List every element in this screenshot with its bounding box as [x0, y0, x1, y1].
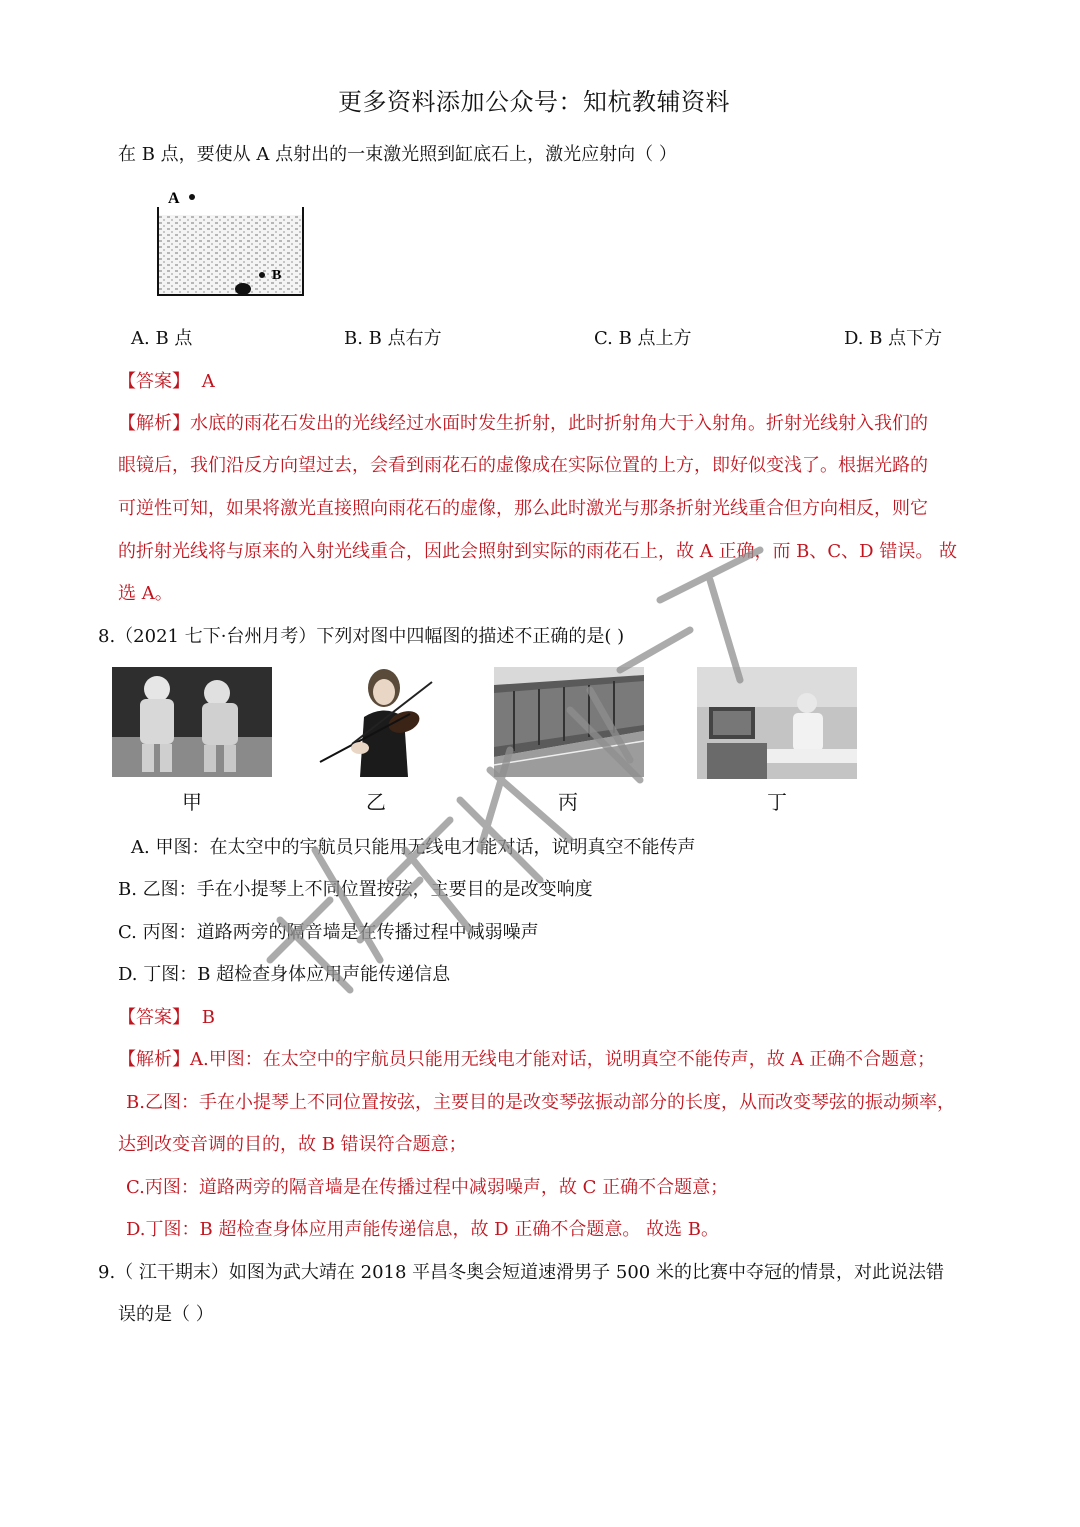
stone-icon: [235, 283, 251, 295]
point-a-label: A: [168, 190, 180, 207]
q8-option-a: A. 甲图：在太空中的宇航员只能用无线电才能对话，说明真空不能传声: [131, 837, 696, 858]
analysis-label: 【解析】: [118, 413, 190, 434]
caption-yi: 乙: [366, 790, 386, 814]
q8-analysis-line-4: C.丙图：道路两旁的隔音墙是在传播过程中减弱噪声，故 C 正确不合题意；: [126, 1177, 729, 1198]
q8-option-c: C. 丙图：道路两旁的隔音墙是在传播过程中减弱噪声: [118, 922, 539, 943]
q8-option-d: D. 丁图：B 超检查身体应用声能传递信息: [118, 964, 451, 985]
answer-label: 【答案】: [118, 1007, 190, 1028]
q7-stem: 在 B 点，要使从 A 点射出的一束激光照到缸底石上，激光应射向（ ）: [118, 144, 677, 165]
analysis-text: A.甲图：在太空中的宇航员只能用无线电才能对话，说明真空不能传声，故 A 正确不合题意；: [190, 1049, 936, 1070]
q7-analysis-line-5: 选 A。: [118, 583, 173, 604]
q7-option-c: C. B 点上方: [594, 328, 692, 349]
q7-option-b: B. B 点右方: [344, 328, 442, 349]
q8-analysis-line-5: D.丁图：B 超检查身体应用声能传递信息，故 D 正确不合题意。 故选 B。: [126, 1219, 720, 1240]
caption-bing: 丙: [558, 790, 578, 814]
q8-analysis-line-3: 达到改变音调的目的，故 B 错误符合题意；: [118, 1134, 467, 1155]
point-b-dot: [259, 272, 265, 278]
q7-option-a: A. B 点: [131, 328, 193, 349]
q7-answer: [118, 367, 215, 393]
answer-value: A: [201, 371, 215, 392]
noise-barrier-photo: [494, 667, 644, 777]
astronauts-photo: [112, 667, 272, 777]
q7-tank-figure: [150, 185, 310, 300]
point-b-label: B: [272, 268, 282, 283]
q8-analysis-line-2: B.乙图：手在小提琴上不同位置按弦，主要目的是改变琴弦振动部分的长度，从而改变琴弦的振动频率，: [126, 1092, 955, 1113]
q8-stem: 8.（2021 七下·台州月考）下列对图中四幅图的描述不正确的是( ): [98, 626, 625, 647]
q7-option-d: D. B 点下方: [844, 328, 943, 349]
caption-ding: 丁: [767, 790, 787, 814]
q9-stem-line-1: 9.（ 江干期末）如图为武大靖在 2018 平昌冬奥会短道速滑男子 500 米的比赛中夺冠的情景，对此说法错: [98, 1262, 944, 1283]
q7-analysis-line-4: 的折射光线将与原来的入射光线重合，因此会照射到实际的雨花石上，故 A 正确，而 B、C、D 错误。 故: [118, 541, 958, 562]
q8-analysis-line-1: [118, 1045, 978, 1071]
q8-answer: [118, 1003, 215, 1029]
answer-value: B: [201, 1007, 215, 1028]
analysis-label: 【解析】: [118, 1049, 190, 1070]
analysis-text: 水底的雨花石发出的光线经过水面时发生折射，此时折射角大于入射角。折射光线射入我们的: [190, 413, 928, 434]
q9-stem-line-2: 误的是（ ）: [118, 1304, 214, 1325]
caption-jia: 甲: [182, 790, 202, 814]
q7-analysis-line-3: 可逆性可知，如果将激光直接照向雨花石的虚像，那么此时激光与那条折射光线重合但方向相反，则它: [118, 498, 928, 519]
tank-diagram: [150, 185, 310, 300]
q8-option-b: B. 乙图：手在小提琴上不同位置按弦，主要目的是改变响度: [118, 879, 593, 900]
ultrasound-photo: [697, 667, 857, 779]
q7-analysis-line-1: [118, 409, 978, 435]
violin-photo: [312, 662, 442, 777]
answer-label: 【答案】: [118, 371, 190, 392]
page-header: 更多资料添加公众号：知杭教辅资料: [338, 88, 730, 116]
point-a-dot: [189, 194, 195, 200]
q7-analysis-line-2: 眼镜后，我们沿反方向望过去，会看到雨花石的虚像成在实际位置的上方，即好似变浅了。根据光路的: [118, 455, 928, 476]
